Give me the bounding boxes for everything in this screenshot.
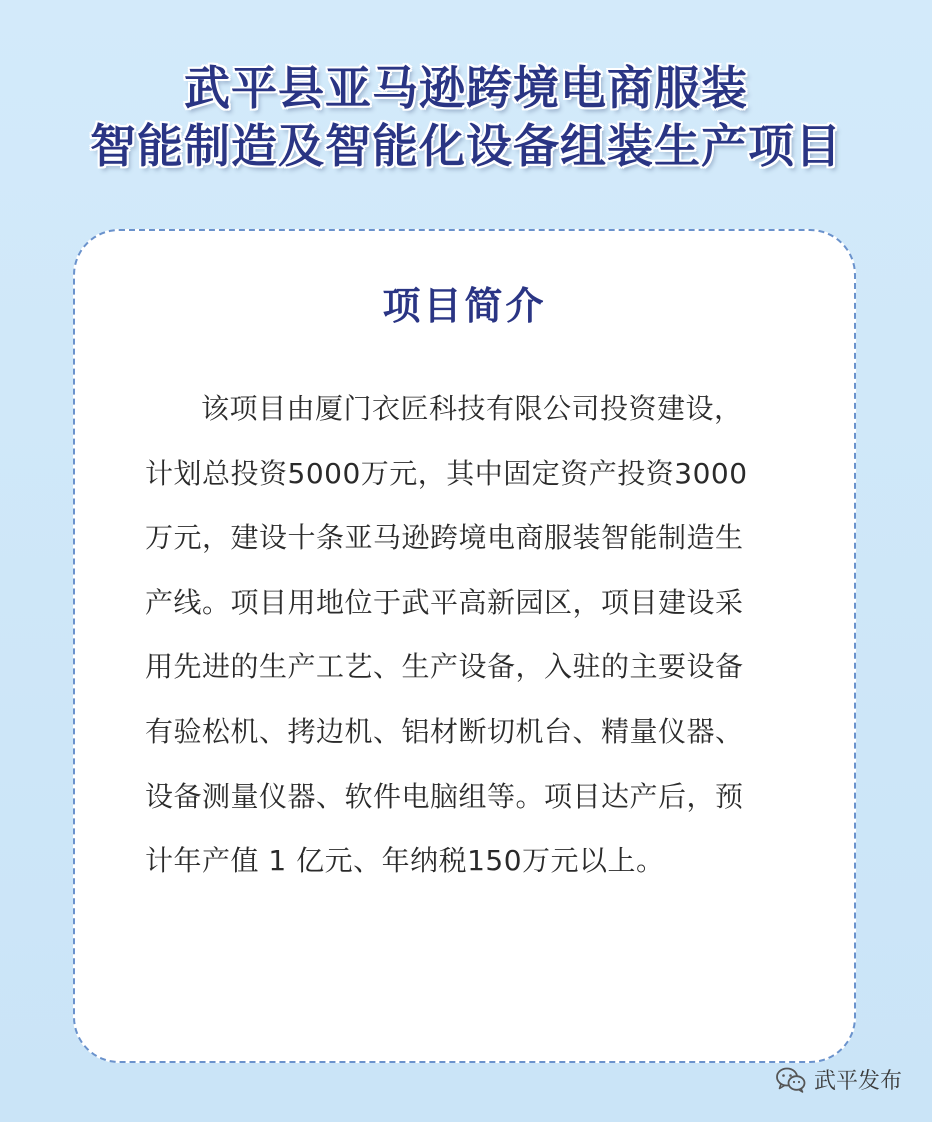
paragraph-line-7: 设备测量仪器、软件电脑组等。项目达产后，预 [145,779,744,813]
paragraph-line-2: 计划总投资5000万元，其中固定资产投资3000 [145,456,748,490]
watermark-text: 武平发布 [813,1069,902,1094]
title-line-1: 武平县亚马逊跨境电商服装 [184,61,748,115]
intro-paragraph [145,377,785,894]
wechat-icon [776,1067,806,1093]
paragraph-line-1: 该项目由厦门衣匠科技有限公司投资建设， [201,392,743,425]
source-watermark [776,1064,902,1095]
paragraph-line-8: 计年产值 1 亿元、年纳税150万元以上。 [145,844,665,878]
paragraph-line-6: 有验松机、拷边机、铝材断切机台、精量仪器、 [145,714,744,748]
intro-card [73,229,856,1063]
title-line-2: 智能制造及智能化设备组装生产项目 [90,119,842,173]
paragraph-line-5: 用先进的生产工艺、生产设备，入驻的主要设备 [145,650,744,684]
card-heading: 项目简介 [382,283,547,328]
paragraph-line-4: 产线。项目用地位于武平高新园区，项目建设采 [145,585,744,619]
paragraph-line-3: 万元，建设十条亚马逊跨境电商服装智能制造生 [145,521,744,555]
